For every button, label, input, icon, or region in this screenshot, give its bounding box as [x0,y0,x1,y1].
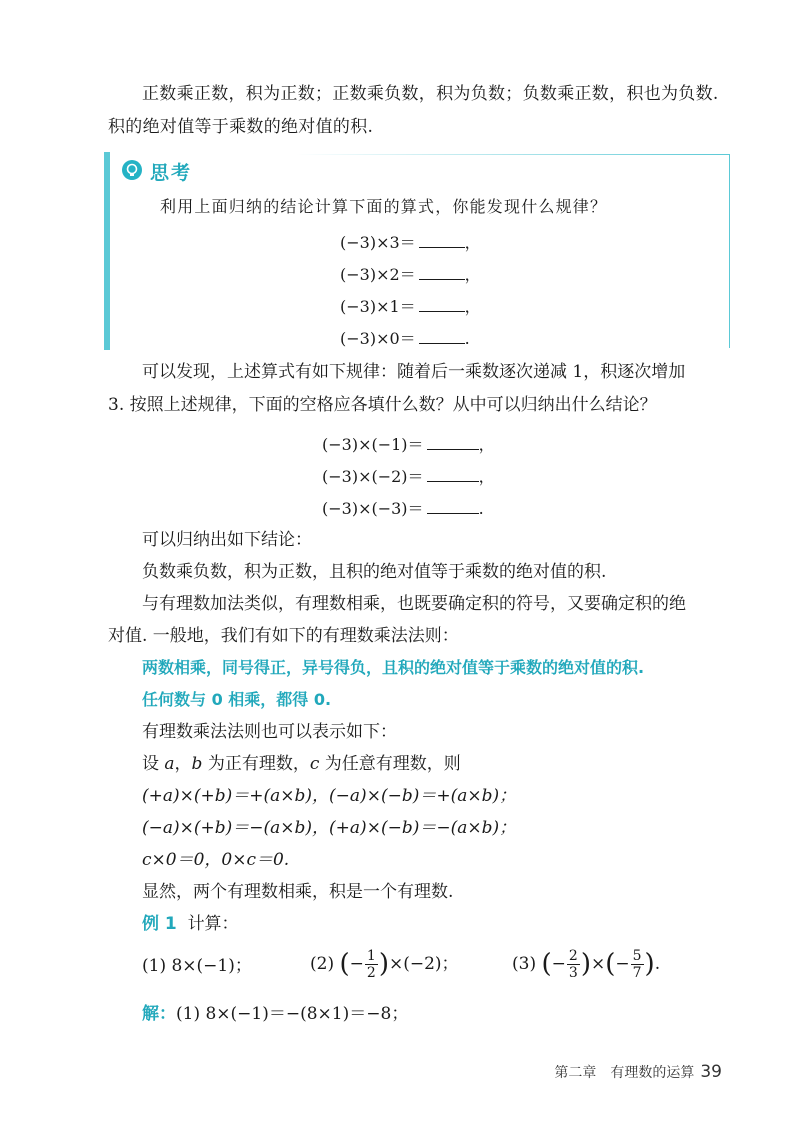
example-heading: 例 1 计算： [142,914,239,934]
answer-blank [427,467,479,482]
example-item-2: (2) (− $\frac{1}{2}$ )×(−2)； [310,948,459,981]
answer-blank [419,329,465,344]
lightbulb-icon [122,160,142,180]
line-obvious: 显然，两个有理数相乘，积是一个有理数. [142,882,454,902]
answer-blank [427,499,479,514]
line-neg-times-neg: 负数乘负数，积为正数，且积的绝对值等于乘数的绝对值的积. [142,562,607,582]
line-conclude: 可以归纳出如下结论： [142,530,312,550]
think-equation: (−3)×0＝ . [340,329,470,348]
paragraph-sign-rules: 正数乘正数，积为正数；正数乘负数，积为负数；负数乘正数，积也为负数. 积的绝对值等于乘数的绝对值的积. [108,84,719,137]
footer-chapter: 第二章 有理数的运算 [554,1065,695,1081]
think-box-left-bar [104,152,110,350]
line-express: 有理数乘法法则也可以表示如下： [142,722,397,742]
think-equation: (−3)×3＝ ， [340,233,481,252]
solution-line: 解：(1) 8×(−1)＝−(8×1)＝−8； [142,1004,409,1024]
line-let-variables: 设 a，b 为正有理数，c 为任意有理数，则 [142,754,461,774]
think-box-right-line [729,154,730,348]
paragraph-pattern-line2: 3. 按照上述规律，下面的空格应各填什么数？从中可以归纳出什么结论？ [108,395,657,415]
think-equation: (−3)×1＝ ， [340,297,481,316]
paragraph-rule-intro-line1: 与有理数加法类似，有理数相乘，也既要确定积的符号，又要确定积的绝 [142,594,686,614]
pattern-equation: (−3)×(−3)＝ . [322,499,484,518]
answer-blank [419,265,465,280]
example-item-1: (1) 8×(−1)； [142,956,252,976]
think-question: 利用上面归纳的结论计算下面的算式，你能发现什么规律？ [160,197,608,216]
think-box [104,152,730,350]
solution-label: 解： [142,1004,176,1024]
formula-positive: (+a)×(+b)＝+(a×b)，(−a)×(−b)＝+(a×b)； [142,786,517,806]
answer-blank [419,297,465,312]
paragraph-rule-intro-line2: 对值. 一般地，我们有如下的有理数乘法法则： [108,626,459,646]
page-footer [554,1062,722,1082]
formula-negative: (−a)×(+b)＝−(a×b)，(+a)×(−b)＝−(a×b)； [142,818,517,838]
pattern-equation: (−3)×(−1)＝ ， [322,435,495,454]
example-label: 例 1 [142,914,177,934]
answer-blank [427,435,479,450]
rule-same-sign: 两数相乘，同号得正，异号得负，且积的绝对值等于乘数的绝对值的积. [142,658,645,677]
page-number: 39 [700,1062,722,1082]
think-title: 思考 [150,162,193,184]
example-item-3: (3) (− $\frac{2}{3}$ )×(− $\frac{5}{7}$ ). [512,948,661,981]
paragraph-pattern-line1: 可以发现，上述算式有如下规律：随着后一乘数逐次递减 1，积逐次增加 [142,362,686,382]
fraction: $\frac{5}{7}$ [632,948,642,981]
pattern-equation: (−3)×(−2)＝ ， [322,467,495,486]
answer-blank [419,233,465,248]
formula-zero: c×0＝0，0×c＝0. [142,850,290,870]
think-box-top-line [110,154,730,155]
fraction: $\frac{2}{3}$ [568,948,578,981]
think-equation: (−3)×2＝ ， [340,265,481,284]
rule-times-zero: 任何数与 0 相乘，都得 0. [142,690,332,709]
fraction: $\frac{1}{2}$ [366,948,376,981]
